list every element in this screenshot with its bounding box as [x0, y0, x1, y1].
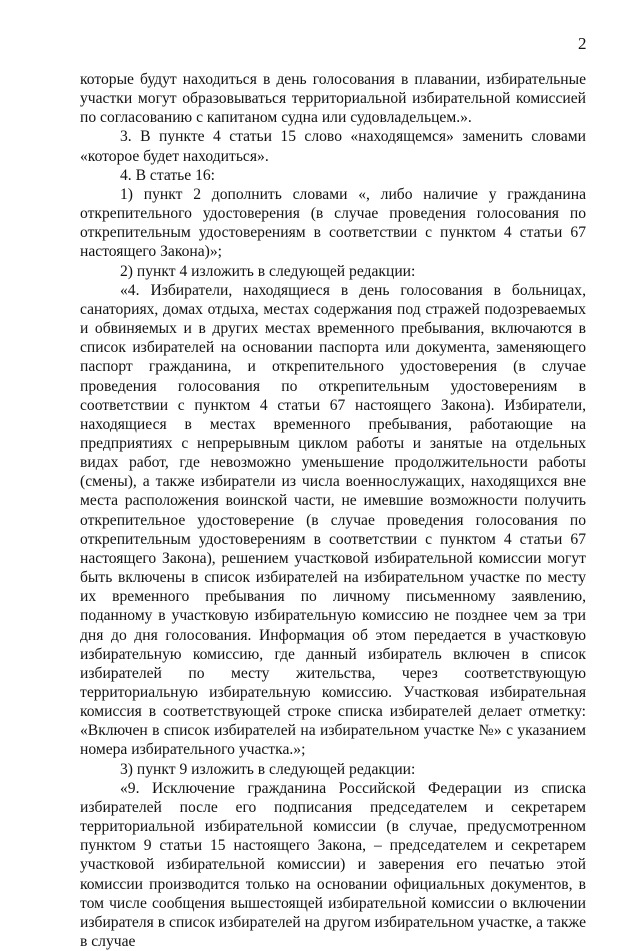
paragraph-quoted-point-9: «9. Исключение гражданина Российской Федерации из списка избирателей после его подписания председателем и секретарем территориальной избирательной комиссии (в случае, предусмотренном пунктом 9 статьи 15 настоящего Закона, – председателем и секретарем участковой избирательной комиссии) и заверения его печатью этой комиссии производится только на основании официальных документов, в том числе сообщения вышестоящей избирательной комиссии о включении избирателя в список избирателей на другом избирательном участке, а также в случае: [80, 779, 586, 951]
paragraph-quoted-point-4: «4. Избиратели, находящиеся в день голосования в больницах, санаториях, домах отдыха, местах содержания под стражей подозреваемых и обвиняемых и в других местах временного пребывания, включаются в список избирателей на основании паспорта или документа, заменяющего паспорт гражданина, и открепительного удостоверения (в случае проведения голосования по открепительным удостоверениям в соответствии с пунктом 4 статьи 67 настоящего Закона). Избиратели, находящиеся в местах временного пребывания, работающие на предприятиях с непрерывным циклом работы и занятые на отдельных видах работ, где невозможно уменьшение продолжительности работы (смены), а также избиратели из числа военнослужащих, находящихся вне места расположения воинской части, не имевшие возможности получить открепительное удостоверение (в случае проведения голосования по открепительным удостоверениям в соответствии с пунктом 4 статьи 67 настоящего Закона), решением участковой избирательной комиссии могут быть включены в список избирателей на избирательном участке по месту их временного пребывания по личному письменному заявлению, поданному в участковую избирательную комиссию не позднее чем за три дня до дня голосования. Информация об этом передается в участковую избирательную комиссию, где данный избиратель включен в список избирателей по месту жительства, через соответствующую территориальную избирательную комиссию. Участковая избирательная комиссия в соответствующей строке списка избирателей делает отметку: «Включен в список избирателей на избирательном участке №» с указанием номера избирательного участка.»;: [80, 281, 586, 759]
paragraph-subitem-2: 2) пункт 4 изложить в следующей редакции:: [120, 262, 416, 280]
page-number: 2: [578, 34, 587, 53]
paragraph-continuation: которые будут находиться в день голосования в плавании, избирательные участки могут образовываться территориальной избирательной комиссией по согласованию с капитаном судна или судовладельцем.».: [80, 71, 586, 127]
document-body: [80, 70, 586, 951]
paragraph-item-3: 3. В пункте 4 статьи 15 слово «находящемся» заменить словами «которое будет находиться».: [80, 128, 586, 165]
paragraph-item-4: 4. В статье 16:: [120, 166, 216, 184]
paragraph-subitem-1: 1) пункт 2 дополнить словами «, либо наличие у гражданина открепительного удостоверения (в случае проведения голосования по открепительным удостоверениям в соответствии с пунктом 4 статьи 67 настоящего Закона)»;: [80, 185, 586, 261]
paragraph-subitem-3: 3) пункт 9 изложить в следующей редакции:: [120, 760, 416, 778]
